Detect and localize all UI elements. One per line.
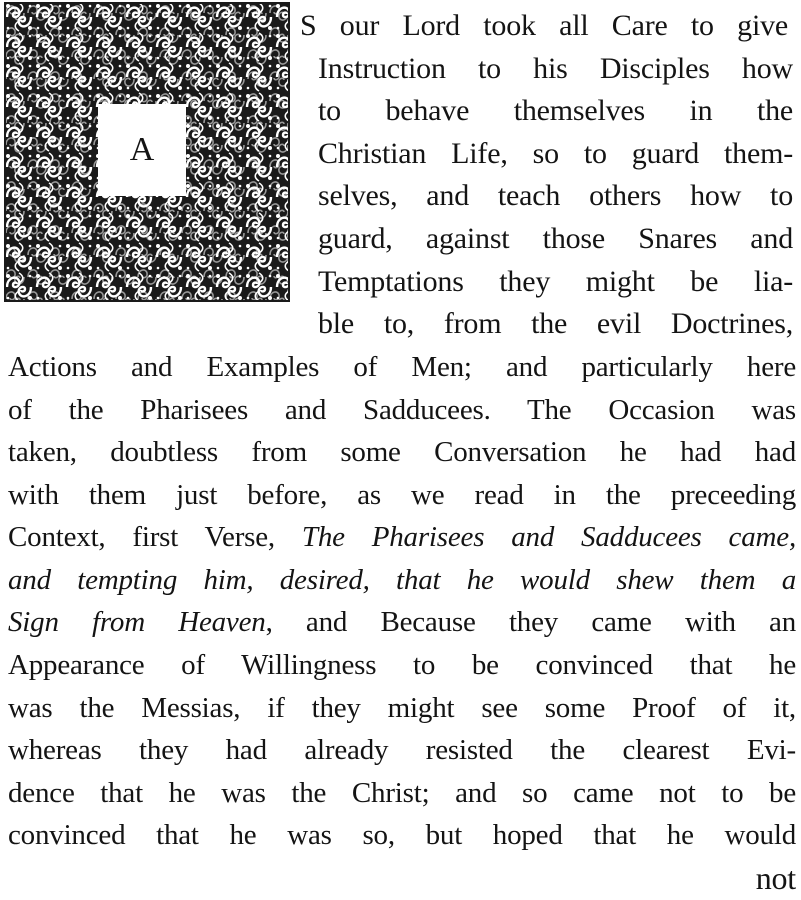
text-run: guard, against those Snares and	[318, 222, 793, 255]
line-content	[8, 604, 796, 640]
text-line	[318, 178, 793, 218]
text-line	[8, 817, 796, 857]
line-content	[318, 264, 793, 300]
text-run: Temptations they might be lia-	[318, 265, 793, 298]
line-content	[318, 306, 793, 342]
text-run: Instruction to his Disciples how	[318, 52, 793, 85]
initial-letter: A	[104, 110, 180, 190]
text-line	[8, 519, 796, 559]
line-content	[318, 221, 793, 257]
line-content	[318, 178, 793, 214]
line-content	[8, 775, 796, 811]
text-line	[318, 136, 793, 176]
line-content	[8, 732, 796, 768]
text-run: selves, and teach others how to	[318, 179, 793, 212]
text-line	[8, 392, 796, 432]
text-line	[8, 690, 796, 730]
text-run: Christian Life, so to guard them-	[318, 137, 793, 170]
line-content	[8, 562, 796, 598]
line-content	[8, 519, 796, 555]
line-content	[318, 93, 793, 129]
text-line	[318, 264, 793, 304]
text-line	[8, 604, 796, 644]
text-run: and tempting him, desired, that he would shew them a	[8, 564, 796, 596]
text-run: with them just before, as we read in the preceeding	[8, 479, 796, 511]
text-run: S our Lord took all Care to give	[300, 9, 788, 42]
text-line	[8, 775, 796, 815]
text-run: Appearance of Willingness to be convinced that he	[8, 649, 796, 681]
text-run: Sign from Heaven	[8, 606, 266, 638]
line-content	[8, 647, 796, 683]
text-line	[8, 647, 796, 687]
text-run: ble to, from the evil Doctrines,	[318, 307, 793, 340]
text-line	[318, 306, 793, 346]
text-run: Actions and Examples of Men; and particularly here	[8, 351, 796, 383]
line-content	[8, 349, 796, 385]
text-line	[300, 8, 788, 48]
text-run: , and Because they came with an	[265, 606, 796, 638]
line-content	[318, 136, 793, 172]
text-line	[8, 349, 796, 389]
line-content	[8, 477, 796, 513]
line-content	[8, 434, 796, 470]
text-line	[318, 51, 793, 91]
text-line	[318, 221, 793, 261]
text-run: Context, first Verse,	[8, 521, 302, 553]
text-run: dence that he was the Christ; and so came not to be	[8, 777, 796, 809]
text-run: to behave themselves in the	[318, 94, 793, 127]
text-line	[8, 562, 796, 602]
text-line	[318, 93, 793, 133]
line-content	[8, 690, 796, 726]
line-content	[8, 392, 796, 428]
line-content	[8, 817, 796, 853]
text-line	[8, 477, 796, 517]
text-line	[8, 434, 796, 474]
text-run: whereas they had already resisted the clearest Evi-	[8, 734, 796, 766]
text-run: of the Pharisees and Sadducees. The Occasion was	[8, 394, 796, 426]
catchword	[8, 860, 796, 900]
line-content	[300, 8, 788, 44]
line-content	[318, 51, 793, 87]
text-run: convinced that he was so, but hoped that he would	[8, 819, 796, 851]
text-line	[8, 732, 796, 772]
catchword-text: not	[755, 860, 796, 896]
text-run: The Pharisees and Sadducees came,	[301, 521, 796, 553]
text-run: was the Messias, if they might see some Proof of it,	[8, 692, 796, 724]
text-run: taken, doubtless from some Conversation he had had	[8, 436, 796, 468]
ornamental-initial	[4, 2, 290, 302]
